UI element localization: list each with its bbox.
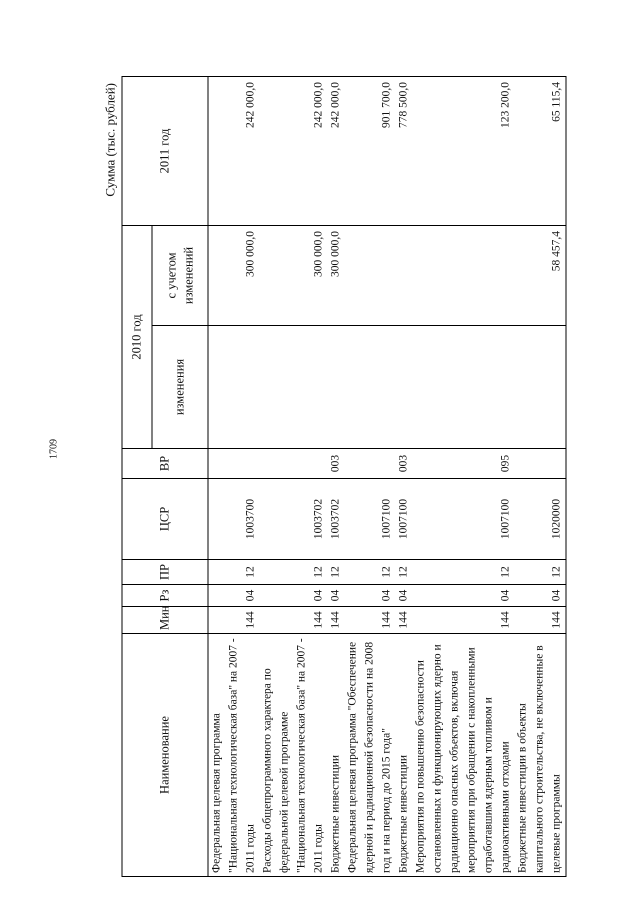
cell-vr xyxy=(515,449,567,479)
cell-csr: 1003702 xyxy=(260,479,328,560)
cell-rz: 04 xyxy=(515,585,567,607)
cell-vr: 003 xyxy=(328,449,345,479)
header-changes: изменения xyxy=(152,326,208,449)
cell-2011: 65 115,4 xyxy=(515,76,567,225)
cell-min: 144 xyxy=(208,607,260,634)
cell-rz: 04 xyxy=(208,585,260,607)
cell-vr: 095 xyxy=(413,449,515,479)
cell-2011: 778 500,0 xyxy=(396,76,413,225)
cell-name: Мероприятия по повышению безопасности остановленных и функционирующих ядерно и радиационно опасных объектов, включая мероприятия при обращении с накопленными отработавшим ядерным топливом и радиоактивными отходами xyxy=(413,634,515,877)
cell-changes xyxy=(260,326,328,449)
table-row xyxy=(396,76,413,876)
cell-pr: 12 xyxy=(328,560,345,585)
table-row xyxy=(345,76,396,876)
cell-pr: 12 xyxy=(515,560,567,585)
header-csr: ЦСР xyxy=(122,479,208,560)
cell-rz: 04 xyxy=(413,585,515,607)
cell-rz: 04 xyxy=(260,585,328,607)
cell-changes xyxy=(208,326,260,449)
cell-rz: 04 xyxy=(345,585,396,607)
table-row xyxy=(515,76,567,876)
table-row xyxy=(208,76,260,876)
cell-with-changes: 300 000,0 xyxy=(260,225,328,325)
cell-pr: 12 xyxy=(345,560,396,585)
rotated-table-area xyxy=(102,77,627,877)
cell-csr: 1007100 xyxy=(345,479,396,560)
header-rz: Рз xyxy=(122,585,208,607)
cell-min: 144 xyxy=(515,607,567,634)
cell-rz: 04 xyxy=(328,585,345,607)
header-vr: ВР xyxy=(122,449,208,479)
cell-changes xyxy=(413,326,515,449)
cell-2011: 242 000,0 xyxy=(328,76,345,225)
header-year-2010: 2010 год xyxy=(122,225,152,448)
cell-min: 144 xyxy=(328,607,345,634)
cell-2011: 123 200,0 xyxy=(413,76,515,225)
cell-changes xyxy=(328,326,345,449)
cell-2011: 242 000,0 xyxy=(260,76,328,225)
table-row xyxy=(413,76,515,876)
header-min: Мин xyxy=(122,607,208,634)
cell-changes xyxy=(345,326,396,449)
table-row xyxy=(328,76,345,876)
cell-with-changes xyxy=(413,225,515,325)
cell-vr xyxy=(260,449,328,479)
cell-name: Бюджетные инвестиции xyxy=(396,634,413,877)
page-number: 1709 xyxy=(48,439,60,459)
cell-vr xyxy=(208,449,260,479)
cell-name: Федеральная целевая программа "Обеспечение ядерной и радиационной безопасности на 2008 год и на период до 2015 года" xyxy=(345,634,396,877)
cell-pr: 12 xyxy=(396,560,413,585)
cell-name: Федеральная целевая программа "Национальная технологическая база" на 2007 - 2011 годы xyxy=(208,634,260,877)
cell-2011: 901 700,0 xyxy=(345,76,396,225)
header-with-changes: с учетом изменений xyxy=(152,225,208,325)
table-body xyxy=(208,76,566,876)
header-year-2011: 2011 год xyxy=(122,76,208,225)
cell-csr: 1003702 xyxy=(328,479,345,560)
cell-min: 144 xyxy=(396,607,413,634)
cell-csr: 1007100 xyxy=(396,479,413,560)
cell-changes xyxy=(515,326,567,449)
cell-changes xyxy=(396,326,413,449)
cell-csr: 1003700 xyxy=(208,479,260,560)
cell-min: 144 xyxy=(260,607,328,634)
cell-pr: 12 xyxy=(413,560,515,585)
header-pr: ПР xyxy=(122,560,208,585)
cell-vr xyxy=(345,449,396,479)
cell-csr: 1020000 xyxy=(515,479,567,560)
header-name: Наименование xyxy=(122,634,208,877)
cell-with-changes xyxy=(345,225,396,325)
budget-table xyxy=(122,76,567,877)
cell-with-changes xyxy=(396,225,413,325)
cell-pr: 12 xyxy=(260,560,328,585)
cell-min: 144 xyxy=(413,607,515,634)
cell-rz: 04 xyxy=(396,585,413,607)
cell-with-changes: 300 000,0 xyxy=(328,225,345,325)
cell-min: 144 xyxy=(345,607,396,634)
cell-pr: 12 xyxy=(208,560,260,585)
cell-name: Бюджетные инвестиции в объекты капитального строительства, не включенные в целевые программы xyxy=(515,634,567,877)
table-row xyxy=(260,76,328,876)
cell-with-changes: 58 457,4 xyxy=(515,225,567,325)
cell-csr: 1007100 xyxy=(413,479,515,560)
cell-name: Расходы общепрограммного характера по федеральной целевой программе "Национальная технологическая база" на 2007 - 2011 годы xyxy=(260,634,328,877)
cell-2011: 242 000,0 xyxy=(208,76,260,225)
unit-label: Сумма (тыс. рублей) xyxy=(102,83,118,197)
cell-name: Бюджетные инвестиции xyxy=(328,634,345,877)
cell-with-changes: 300 000,0 xyxy=(208,225,260,325)
cell-vr: 003 xyxy=(396,449,413,479)
